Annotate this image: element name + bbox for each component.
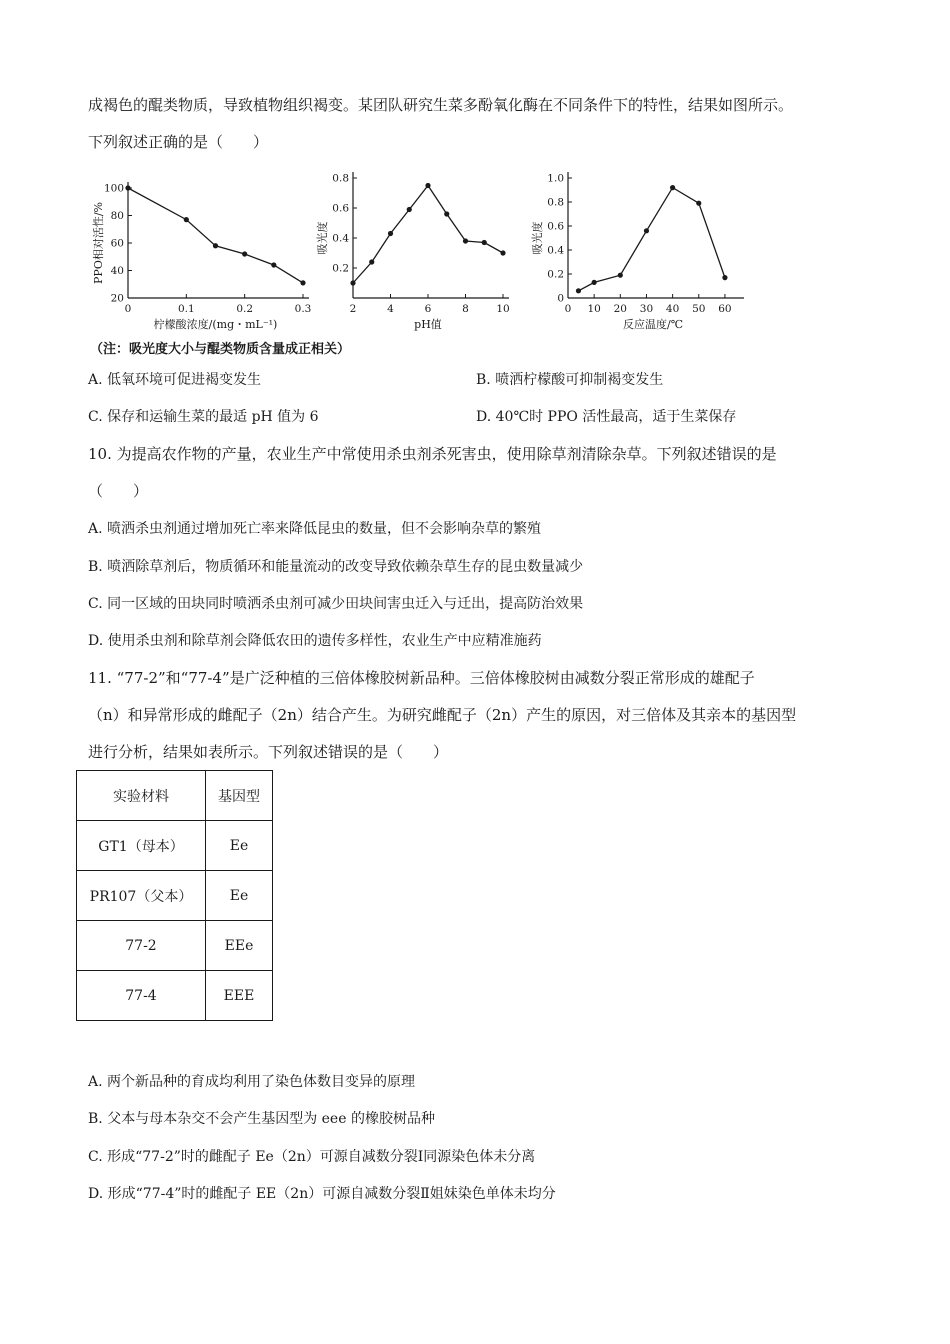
- x-axis-label: 反应温度/℃: [622, 318, 684, 331]
- data-point: [125, 185, 130, 190]
- y-tick-label: 0.8: [332, 172, 349, 185]
- x-tick-label: 8: [462, 303, 469, 315]
- q10-stem-line-2: （ ）: [88, 482, 149, 500]
- x-tick-label: 20: [613, 303, 627, 315]
- y-tick-label: 40: [110, 265, 124, 277]
- q9-stem-line-2: 下列叙述正确的是（ ）: [88, 133, 269, 151]
- q10-option-b: B. 喷洒除草剂后，物质循环和能量流动的改变导致依赖杂草生存的昆虫数量减少: [88, 559, 584, 575]
- q9-option-c: C. 保存和运输生菜的最适 pH 值为 6: [88, 409, 319, 425]
- data-point: [576, 288, 581, 293]
- y-tick-label: 0: [557, 292, 564, 305]
- data-point: [369, 259, 374, 264]
- y-axis-label: PPO相对活性/%: [92, 202, 105, 284]
- q9-option-d: D. 40℃时 PPO 活性最高，适于生菜保存: [476, 409, 737, 425]
- q10-option-a: A. 喷洒杀虫剂通过增加死亡率来降低昆虫的数量，但不会影响杂草的繁殖: [88, 521, 542, 537]
- chart-2: [315, 172, 510, 331]
- q11-stem-line-1: 11. “77-2”和“77-4”是广泛种植的三倍体橡胶树新品种。三倍体橡胶树由减数分裂正常形成的雄配子: [88, 669, 755, 687]
- y-tick-label: 0.8: [547, 196, 564, 209]
- x-tick-label: 4: [387, 303, 394, 315]
- data-point: [444, 211, 449, 216]
- data-point: [388, 231, 393, 236]
- data-point: [618, 273, 623, 278]
- data-point: [213, 243, 218, 248]
- x-tick-label: 50: [692, 303, 706, 315]
- x-axis-label: 柠檬酸浓度/(mg・mL⁻¹): [153, 318, 278, 331]
- series-line: [353, 186, 503, 284]
- q11-option-d: D. 形成“77-4”时的雌配子 EE（2n）可源自减数分裂Ⅱ姐妹染色单体未均分: [88, 1186, 556, 1202]
- chart-1: [91, 182, 311, 331]
- x-tick-label: 10: [587, 303, 601, 315]
- table-cell: GT1（母本）: [77, 821, 206, 871]
- table-header-cell: 实验材料: [77, 771, 206, 821]
- series-line: [128, 188, 303, 283]
- x-tick-label: 6: [424, 303, 432, 315]
- table-cell: Ee: [206, 871, 273, 921]
- q10-stem-line-1: 10. 为提高农作物的产量，农业生产中常使用杀虫剂杀死害虫，使用除草剂清除杂草。下列叙述错误的是: [88, 445, 777, 463]
- q11-option-a: A. 两个新品种的育成均利用了染色体数目变异的原理: [88, 1074, 416, 1090]
- q10-option-d: D. 使用杀虫剂和除草剂会降低农田的遗传多样性，农业生产中应精准施药: [88, 633, 542, 649]
- y-tick-label: 0.4: [547, 244, 564, 257]
- data-point: [500, 250, 505, 255]
- chart-3: [530, 172, 744, 331]
- data-point: [696, 201, 701, 206]
- genotype-table: [76, 770, 273, 1021]
- table-header-cell: 基因型: [206, 771, 273, 821]
- data-point: [184, 217, 189, 222]
- q9-figure: [88, 160, 848, 340]
- q9-stem-line-1: 成褐色的醌类物质，导致植物组织褐变。某团队研究生菜多酚氧化酶在不同条件下的特性，结果如图所示。: [88, 96, 794, 114]
- table-header-row: [77, 771, 273, 821]
- x-tick-label: 30: [639, 303, 654, 315]
- data-point: [644, 228, 649, 233]
- y-tick-label: 0.2: [332, 262, 349, 275]
- y-axis-label: 吸光度: [531, 221, 544, 255]
- data-point: [407, 207, 412, 212]
- x-tick-label: 0: [124, 303, 132, 315]
- y-tick-label: 0.6: [332, 202, 349, 215]
- table-cell: Ee: [206, 821, 273, 871]
- x-tick-label: 0.3: [294, 303, 312, 315]
- table-row: [77, 971, 273, 1021]
- data-point: [722, 275, 727, 280]
- data-point: [271, 262, 276, 267]
- q11-stem-line-2: （n）和异常形成的雌配子（2n）结合产生。为研究雌配子（2n）产生的原因，对三倍体及其亲本的基因型: [88, 706, 797, 724]
- x-tick-label: 0.1: [177, 303, 195, 315]
- table-row: [77, 871, 273, 921]
- q11-stem-line-3: 进行分析，结果如表所示。下列叙述错误的是（ ）: [88, 743, 449, 761]
- table-row: [77, 821, 273, 871]
- data-point: [350, 280, 355, 285]
- x-tick-label: 0.2: [236, 303, 254, 315]
- data-point: [592, 280, 597, 285]
- x-tick-label: 10: [496, 303, 510, 315]
- x-tick-label: 60: [718, 303, 732, 315]
- x-tick-label: 2: [349, 303, 357, 315]
- y-tick-label: 20: [110, 292, 124, 305]
- q11-option-c: C. 形成“77-2”时的雌配子 Ee（2n）可源自减数分裂Ⅰ同源染色体未分离: [88, 1149, 536, 1165]
- q9-option-b: B. 喷洒柠檬酸可抑制褐变发生: [476, 372, 664, 388]
- data-point: [242, 251, 247, 256]
- y-tick-label: 0.4: [332, 232, 349, 245]
- q9-option-a: A. 低氧环境可促进褐变发生: [88, 372, 262, 388]
- y-tick-label: 60: [110, 237, 124, 250]
- data-point: [670, 185, 675, 190]
- y-tick-label: 1.0: [547, 172, 564, 185]
- table-cell: EEe: [206, 921, 273, 971]
- table-cell: 77-4: [77, 971, 206, 1021]
- y-tick-label: 0.2: [547, 268, 564, 281]
- series-line: [579, 188, 725, 291]
- q10-option-c: C. 同一区域的田块同时喷洒杀虫剂可减少田块间害虫迁入与迁出，提高防治效果: [88, 596, 584, 612]
- y-tick-label: 0.6: [547, 220, 564, 233]
- q9-charts-svg: [88, 160, 848, 340]
- table-cell: 77-2: [77, 921, 206, 971]
- data-point: [425, 183, 430, 188]
- data-point: [463, 238, 468, 243]
- q11-option-b: B. 父本与母本杂交不会产生基因型为 eee 的橡胶树品种: [88, 1111, 435, 1127]
- x-axis-label: pH值: [414, 318, 442, 331]
- figure-note: （注：吸光度大小与醌类物质含量成正相关）: [90, 342, 351, 357]
- data-point: [482, 240, 487, 245]
- data-point: [300, 280, 305, 285]
- x-tick-label: 0: [564, 303, 572, 315]
- y-axis-label: 吸光度: [316, 221, 329, 255]
- table-row: [77, 921, 273, 971]
- y-tick-label: 100: [103, 182, 124, 195]
- y-tick-label: 80: [110, 210, 124, 222]
- table-cell: EEE: [206, 971, 273, 1021]
- table-cell: PR107（父本）: [77, 871, 206, 921]
- x-tick-label: 40: [665, 303, 680, 315]
